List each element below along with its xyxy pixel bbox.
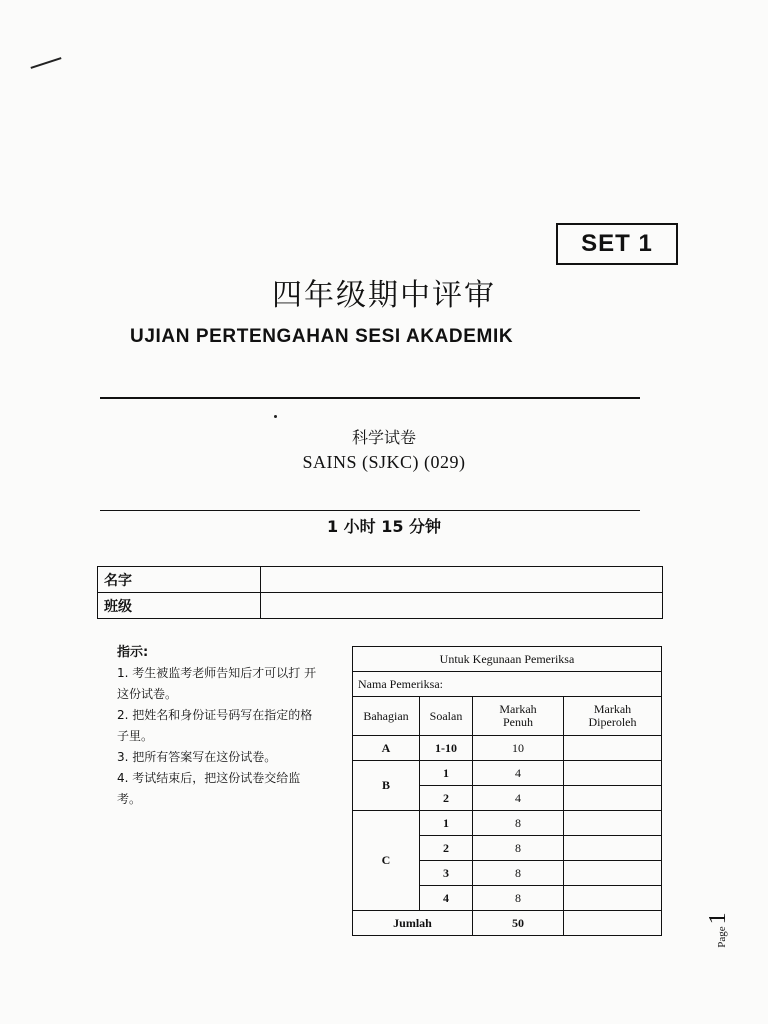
section-a-question: 1-10 <box>420 736 473 761</box>
section-b-marks: 4 <box>473 761 564 786</box>
header-obtained-marks <box>564 697 662 736</box>
header-full-marks <box>473 697 564 736</box>
section-b-marks: 4 <box>473 786 564 811</box>
section-c-label: C <box>353 811 420 911</box>
divider-top <box>100 397 640 399</box>
section-b-label: B <box>353 761 420 811</box>
table-row <box>353 761 662 786</box>
header-full-marks-line1: Markah <box>499 702 537 716</box>
total-obtained[interactable] <box>564 911 662 936</box>
scan-stroke <box>30 57 61 69</box>
page-word: Page <box>716 926 728 948</box>
table-row <box>353 811 662 836</box>
section-a-marks: 10 <box>473 736 564 761</box>
instructions-block <box>117 642 317 810</box>
examiner-name-field[interactable]: Nama Pemeriksa: <box>353 672 662 697</box>
candidate-class-row <box>98 593 663 619</box>
total-marks: 50 <box>473 911 564 936</box>
section-c-marks: 8 <box>473 886 564 911</box>
instruction-item: 2. 把姓名和身份证号码写在指定的格子里。 <box>117 708 313 743</box>
header-question: Soalan <box>420 697 473 736</box>
section-c-question: 2 <box>420 836 473 861</box>
candidate-name-row <box>98 567 663 593</box>
divider-bottom <box>100 510 640 511</box>
section-b-question: 2 <box>420 786 473 811</box>
set-label-box: SET 1 <box>556 223 678 265</box>
total-row <box>353 911 662 936</box>
header-section: Bahagian <box>353 697 420 736</box>
header-obtained-line1: Markah <box>593 702 632 716</box>
page-number <box>705 900 745 960</box>
page-num: 1 <box>705 912 731 925</box>
section-c-obtained[interactable] <box>564 836 662 861</box>
section-c-obtained[interactable] <box>564 861 662 886</box>
section-c-marks: 8 <box>473 836 564 861</box>
section-c-obtained[interactable] <box>564 886 662 911</box>
table-row <box>353 736 662 761</box>
section-a-obtained[interactable] <box>564 736 662 761</box>
instruction-item: 1. 考生被监考老师告知后才可以打 开这份试卷。 <box>117 666 317 701</box>
class-label: 班级 <box>98 593 261 619</box>
section-c-question: 1 <box>420 811 473 836</box>
section-b-obtained[interactable] <box>564 761 662 786</box>
marks-table-title: Untuk Kegunaan Pemeriksa <box>353 647 662 672</box>
section-b-question: 1 <box>420 761 473 786</box>
section-c-obtained[interactable] <box>564 811 662 836</box>
instruction-item: 4. 考试结束后，把这份试卷交给监考。 <box>117 771 301 806</box>
instruction-item: 3. 把所有答案写在这份试卷。 <box>117 750 277 764</box>
exam-title-chinese: 四年级期中评审 <box>272 278 496 313</box>
instructions-heading: 指示: <box>117 645 149 660</box>
class-field[interactable] <box>261 593 663 619</box>
section-a-label: A <box>353 736 420 761</box>
total-label: Jumlah <box>353 911 473 936</box>
subject-code: SAINS (SJKC) (029) <box>302 452 466 472</box>
candidate-info-table <box>97 566 663 619</box>
name-label: 名字 <box>98 567 261 593</box>
subject-title-chinese: 科学试卷 <box>351 428 416 447</box>
section-c-question: 4 <box>420 886 473 911</box>
exam-title-malay: UJIAN PERTENGAHAN SESI AKADEMIK <box>130 326 514 347</box>
section-c-question: 3 <box>420 861 473 886</box>
examiner-marks-table <box>352 646 662 936</box>
section-c-marks: 8 <box>473 811 564 836</box>
name-field[interactable] <box>261 567 663 593</box>
section-c-marks: 8 <box>473 861 564 886</box>
section-b-obtained[interactable] <box>564 786 662 811</box>
exam-duration: 1 小时 15 分钟 <box>326 517 442 536</box>
instructions-list <box>117 663 317 810</box>
header-obtained-line2: Diperoleh <box>588 715 637 729</box>
header-full-marks-line2: Penuh <box>503 715 533 729</box>
scan-dot <box>274 415 277 418</box>
